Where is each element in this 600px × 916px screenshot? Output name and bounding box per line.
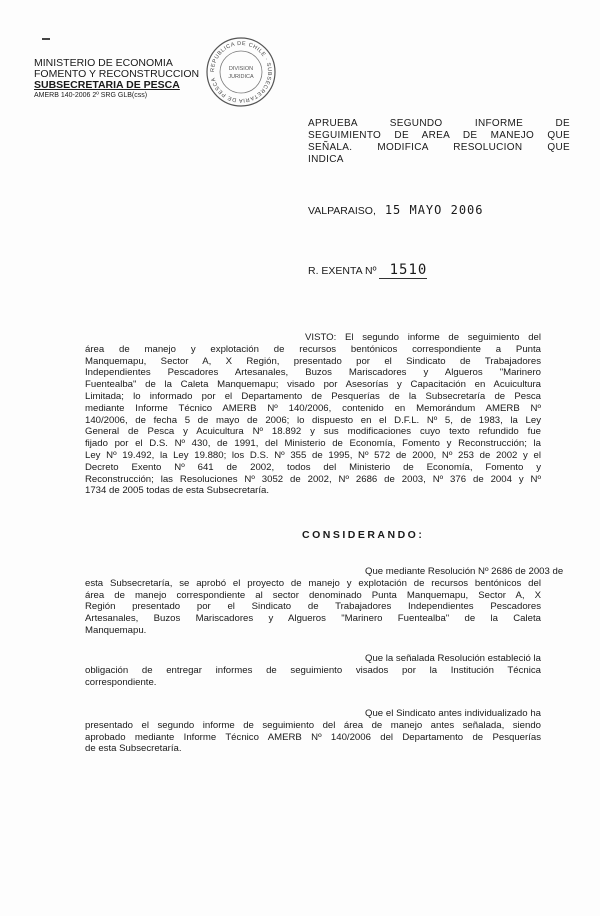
- visto-line: 1734 de 2005 todas de esta Subsecretaría.: [85, 485, 270, 497]
- considerando-paragraph-1: [85, 566, 564, 637]
- seal-center-line-2: JURIDICA: [228, 74, 254, 80]
- visto-line: área de manejo y explotación de recursos bentónicos correspondiente a Punta: [85, 343, 541, 355]
- paragraph-line: de esta Subsecretaría.: [85, 743, 182, 755]
- reference-code: AMERB 140-2006 2º SRG GLB(css): [34, 92, 148, 99]
- paragraph-line: Artesanales, Buzos Mariscadores y Algueros "Marinero Fuentealba" de la Caleta: [85, 613, 541, 625]
- ministry-header: [34, 58, 214, 100]
- resolution-number: [308, 262, 427, 279]
- ministry-line-3: SUBSECRETARIA DE PESCA: [34, 79, 180, 91]
- visto-line: Ley Nº 19.492, la Ley 19.880; los D.S. Nº 355 de 1995, Nº 572 de 2000, Nº 253 de 2002 y el: [85, 449, 541, 461]
- visto-line: VISTO: El segundo informe de seguimiento del: [305, 332, 541, 343]
- place-label: VALPARAISO,: [308, 205, 376, 217]
- resolution-label: R. EXENTA Nº: [308, 265, 377, 277]
- considerando-paragraph-2: [85, 653, 541, 688]
- visto-section: [85, 332, 541, 497]
- official-seal-stamp: [205, 36, 277, 108]
- visto-line: Limitada; lo informado por el Departamento de Pesquerías de la Subsecretaría de Pesca: [85, 390, 541, 402]
- paragraph-line: presentado el segundo informe de seguimiento del área de manejo antes señalada, siendo: [85, 719, 541, 731]
- visto-line: Decreto Exento Nº 641 de 2002, todos del Ministerio de Economía, Fomento y: [85, 461, 541, 473]
- visto-line: 140/2006, de fecha 5 de mayo de 2006; lo dispuesto en el D.F.L. Nº 5, de 1983, la Ley: [85, 414, 541, 426]
- paragraph-line: Que mediante Resolución Nº 2686 de 2003 de: [365, 566, 564, 577]
- visto-line: mediante Informe Técnico AMERB Nº 140/2006, contenido en Memorándum AMERB Nº: [85, 402, 541, 414]
- title-line: SEGUIMIENTO DE AREA DE MANEJO QUE: [308, 130, 570, 141]
- considerando-heading: CONSIDERANDO:: [302, 529, 425, 541]
- paragraph-line: aprobado mediante Informe Técnico AMERB Nº 140/2006 del Departamento de Pesquerías: [85, 731, 541, 743]
- resolution-title: [308, 118, 570, 166]
- title-line: APRUEBA SEGUNDO INFORME DE: [308, 118, 570, 129]
- date-stamp: 15 MAYO 2006: [384, 203, 484, 217]
- paragraph-line: Manquemapu.: [85, 624, 147, 636]
- paragraph-line: esta Subsecretaría, se aprobó el proyecto de manejo y explotación de recursos bentónicos del: [85, 577, 541, 589]
- ministry-line-1: MINISTERIO DE ECONOMIA: [34, 57, 173, 69]
- resolution-number-value: 1510: [379, 262, 427, 279]
- paragraph-line: Que el Sindicato antes individualizado ha: [365, 708, 541, 719]
- considerando-paragraph-3: [85, 708, 541, 755]
- paragraph-line: correspondiente.: [85, 676, 157, 688]
- paragraph-line: Región presentado por el Sindicato de Trabajadores Independientes Pescadores: [85, 601, 541, 613]
- visto-line: Independientes Pescadores Artesanales, Buzos Mariscadores y Algueros "Marinero: [85, 367, 541, 379]
- seal-center-line-1: DIVISION: [228, 66, 254, 72]
- title-line: INDICA: [308, 154, 344, 165]
- visto-line: Fuentealba" de la Caleta Manquemapu; visado por Asesorías y Capacitación en Acuicultura: [85, 379, 541, 391]
- place-date: [308, 203, 484, 217]
- visto-line: Reconstrucción; las Resoluciones Nº 3052 de 2002, Nº 2686 de 2003, Nº 376 de 2004 y Nº: [85, 473, 541, 485]
- seal-ring-text: REPUBLICA DE CHILE · SUBSECRETARIA DE PESCA: [209, 40, 273, 104]
- visto-line: fijado por el D.S. Nº 430, de 1991, del Ministerio de Economía, Fomento y Reconstrucción; la: [85, 438, 541, 450]
- title-line: SEÑALA. MODIFICA RESOLUCION QUE: [308, 142, 570, 153]
- visto-line: General de Pesca y Acuicultura Nº 18.892 y sus modificaciones cuyo texto refundido fue: [85, 426, 541, 438]
- visto-line: Manquemapu, Sector A, X Región, presentado por el Sindicato de Trabajadores: [85, 355, 541, 367]
- mark-dash: [42, 38, 50, 40]
- ministry-line-2: FOMENTO Y RECONSTRUCCION: [34, 68, 200, 80]
- paragraph-line: Que la señalada Resolución estableció la: [365, 653, 541, 664]
- paragraph-line: obligación de entregar informes de seguimiento visados por la Institución Técnica: [85, 664, 541, 676]
- paragraph-line: área de manejo correspondiente al sector denominado Punta Manquemapu, Sector A, X: [85, 589, 541, 601]
